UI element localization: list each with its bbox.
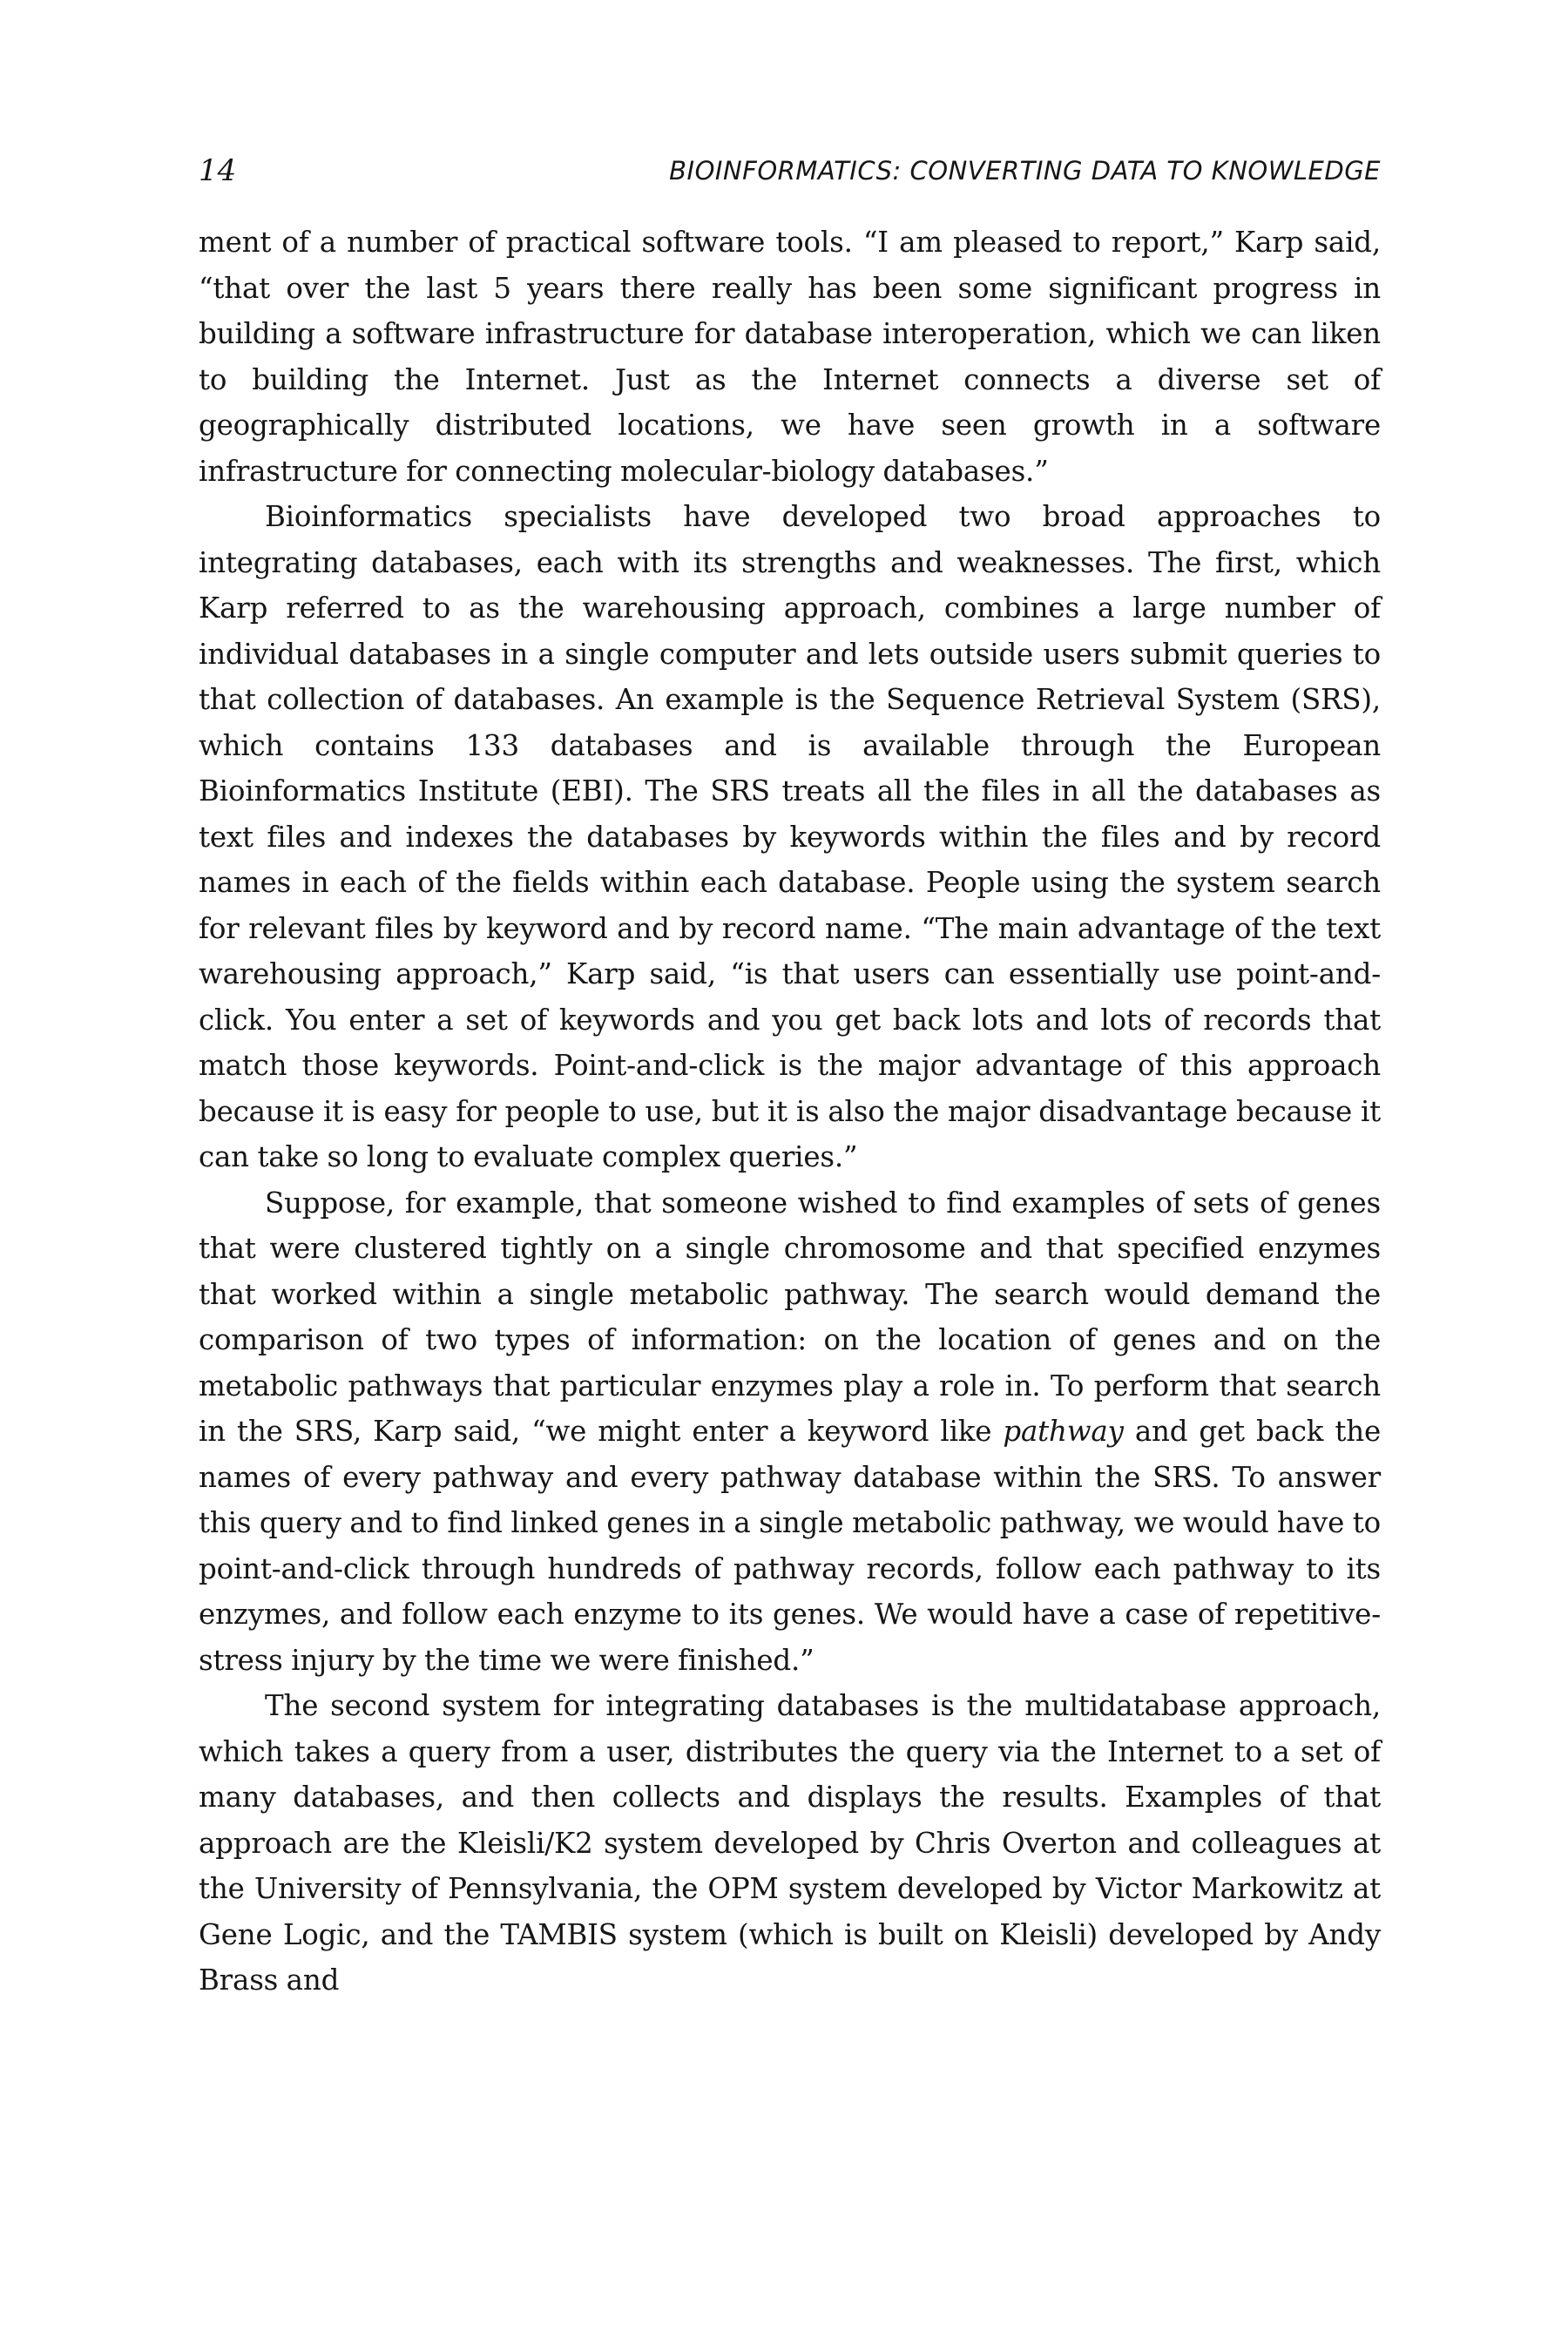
paragraph-multidatabase-approach: The second system for integrating databases is the multidatabase approach, which takes a query from a user, distributes the query via the Internet to a set of many databases, and then collects and displays the results. Examples of that approach are the Kleisli/K2 system developed by Chris Overton and colleagues at the University of Pennsylvania, the OPM system developed by Victor Markowitz at Gene Logic, and the TAMBIS system (which is built on Kleisli) developed by Andy Brass and [199, 1689, 1381, 1997]
paragraph-search-example [199, 1180, 1381, 1684]
search-example-text-before: Suppose, for example, that someone wished to find examples of sets of genes that were clustered tightly on a single chromosome and that specified enzymes that worked within a single metabolic pathway. The search would demand the comparison of two types of information: on the location of genes and on the metabolic pathways that particular enzymes play a role in. To perform that search in the SRS, Karp said, “we might enter a keyword like [199, 1186, 1381, 1448]
paragraph-warehousing-approach: Bioinformatics specialists have developed two broad approaches to integrating databases, each with its strengths and weaknesses. The first, which Karp referred to as the warehousing approach, combines a large number of individual databases in a single computer and lets outside users submit queries to that collection of databases. An example is the Sequence Retrieval System (SRS), which contains 133 databases and is available through the European Bioinformatics Institute (EBI). The SRS treats all the files in all the databases as text files and indexes the databases by keywords within the files and by record names in each of the fields within each database. People using the system search for relevant files by keyword and by record name. “The main advantage of the text warehousing approach,” Karp said, “is that users can essentially use point-and-click. You enter a set of keywords and you get back lots and lots of records that match those keywords. Point-and-click is the major advantage of this approach because it is easy for people to use, but it is also the major disadvantage because it can take so long to evaluate complex queries.” [199, 500, 1381, 1173]
search-example-text-after: and get back the names of every pathway and every pathway database within the SRS. To answer this query and to find linked genes in a single metabolic pathway, we would have to point-and-click through hundreds of pathway records, follow each pathway to its enzymes, and follow each enzyme to its genes. We would have a case of repetitive-stress injury by the time we were finished.” [199, 1415, 1381, 1677]
running-title: BIOINFORMATICS: CONVERTING DATA TO KNOWLEDGE [669, 156, 1381, 186]
body-text [199, 220, 1381, 2004]
paragraph-continued: ment of a number of practical software tools. “I am pleased to report,” Karp said, “that over the last 5 years there really has been some significant progress in building a software infrastructure for database interoperation, which we can liken to building the Internet. Just as the Internet connects a diverse set of geographically distributed locations, we have seen growth in a software infrastructure for connecting molecular-biology databases.” [199, 226, 1381, 488]
italic-term-pathway: pathway [1003, 1415, 1124, 1448]
page-number: 14 [199, 153, 237, 188]
running-head [199, 148, 1381, 193]
